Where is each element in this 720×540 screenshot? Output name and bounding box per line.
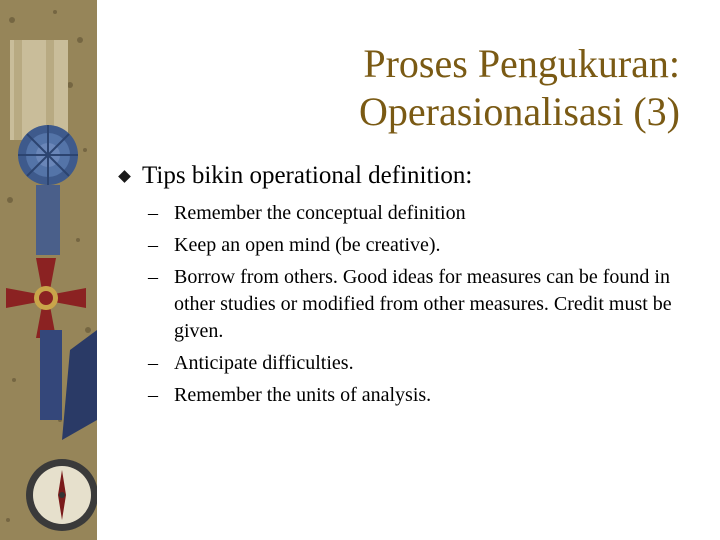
title-line-2: Operasionalisasi (3) [358, 89, 680, 134]
sub-bullet-text: Remember the conceptual definition [174, 202, 466, 224]
medals-illustration [0, 0, 97, 540]
diamond-bullet-icon [118, 170, 131, 183]
sub-bullet-text: Anticipate difficulties. [174, 352, 354, 374]
dash-bullet-icon: – [148, 234, 158, 256]
sub-bullet-list [110, 200, 700, 409]
medals-decoration-image [0, 0, 97, 540]
main-bullet-text: Tips bikin operational definition: [142, 162, 473, 189]
slide-title [140, 40, 680, 136]
slide-body [110, 160, 700, 414]
dash-bullet-icon: – [148, 266, 158, 288]
sub-bullet-text: Borrow from others. Good ideas for measures can be found in other studies or modified from other measures. Credit must be given. [174, 266, 672, 342]
sub-bullet-item [110, 200, 700, 227]
sub-bullet-item [110, 264, 700, 345]
main-bullet [110, 160, 700, 192]
sub-bullet-item [110, 382, 700, 409]
sub-bullet-text: Keep an open mind (be creative). [174, 234, 441, 256]
sub-bullet-item [110, 232, 700, 259]
dash-bullet-icon: – [148, 202, 158, 224]
sub-bullet-item [110, 350, 700, 377]
dash-bullet-icon: – [148, 352, 158, 374]
dash-bullet-icon: – [148, 384, 158, 406]
sub-bullet-text: Remember the units of analysis. [174, 384, 432, 406]
title-line-1: Proses Pengukuran: [363, 41, 680, 86]
